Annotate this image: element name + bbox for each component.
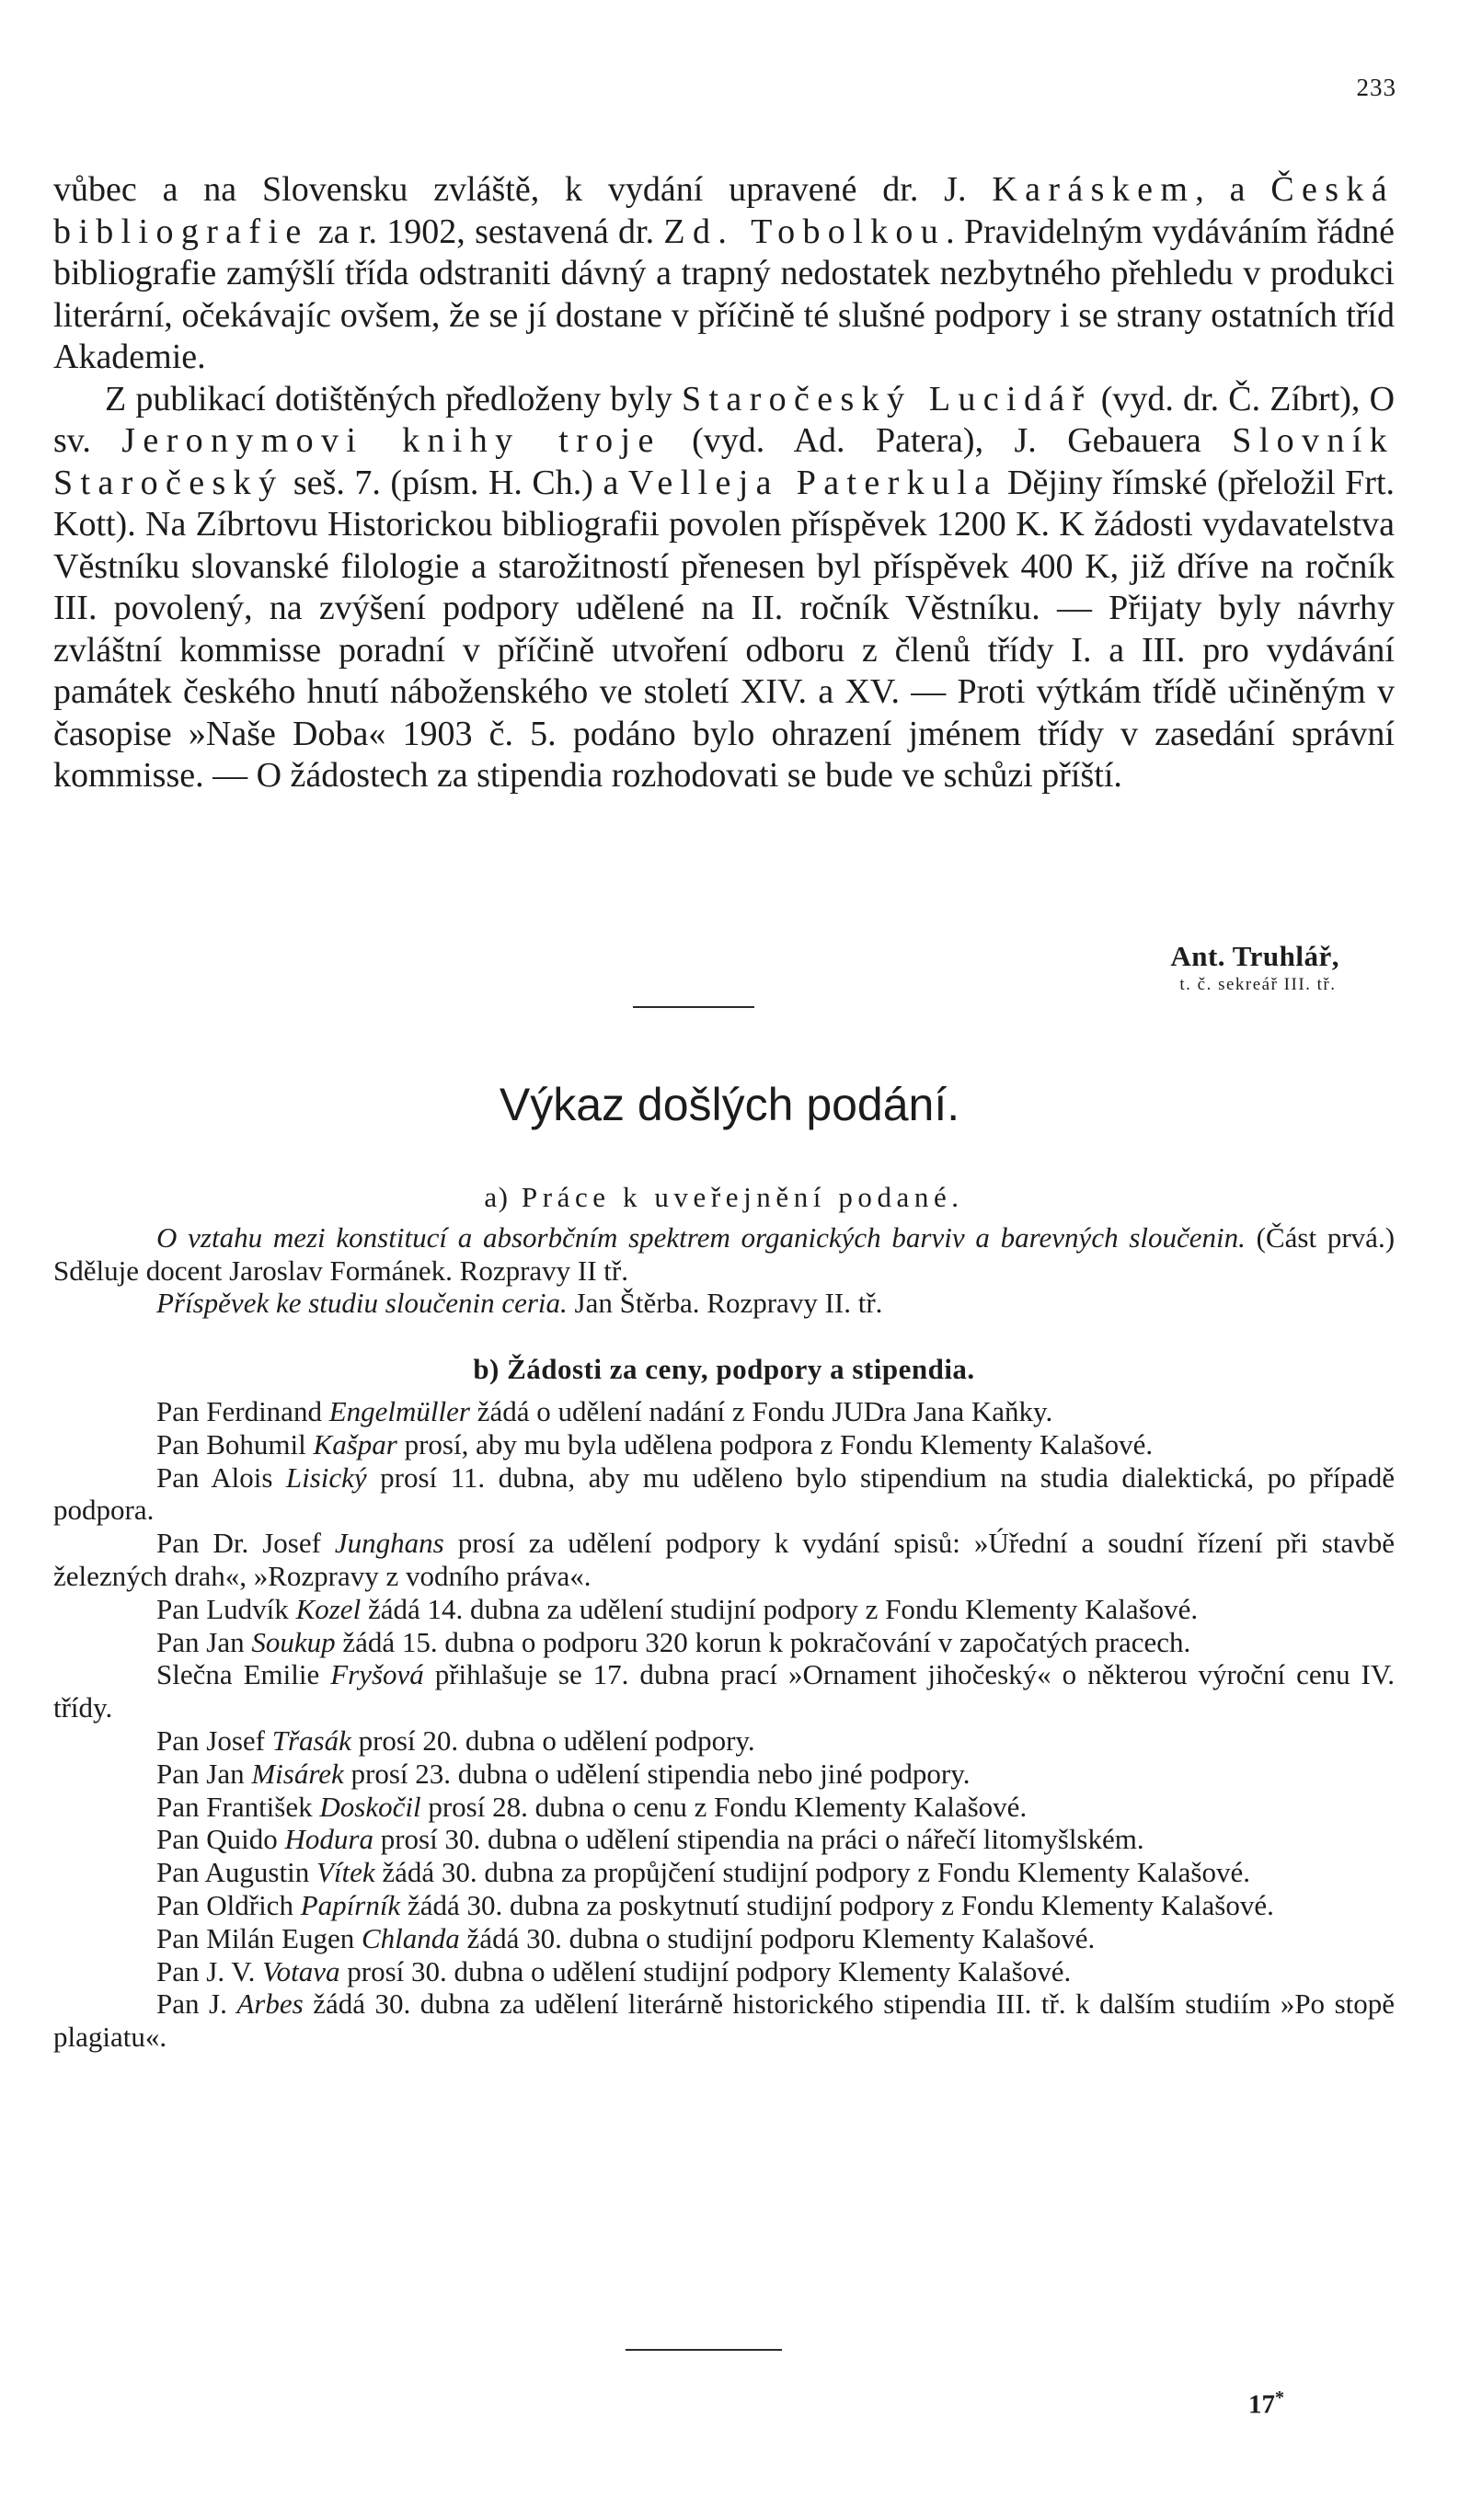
requests-list [53,1395,1395,2054]
request-entry [53,1987,1395,2054]
main-heading: Výkaz došlých podání. [499,1079,960,1130]
request-entry [53,1889,1395,1922]
applicant-surname: Fryšová [330,1658,424,1691]
footer-divider [626,2349,782,2351]
upper-text-section [53,169,1395,797]
applicant-title: Pan Josef [156,1724,265,1757]
applicant-surname: Doskočil [319,1790,421,1823]
request-entry [53,1856,1395,1889]
applicant-surname: Arbes [236,1987,304,2021]
text-run: (vyd. dr. Č. Zíbrt), O sv. [53,379,1396,460]
applicant-surname: Engelmüller [328,1394,470,1427]
request-text: žádá 30. dubna za propůjčení studijní podpory z Fondu Klementy Kalašové. [382,1856,1250,1889]
applicant-title: Pan J. V. [156,1954,256,1987]
applicant-surname: Kašpar [313,1427,397,1460]
request-text: žádá 30. dubna za udělení literárně historického stipendia III. tř. k dalším studiím »Po stopě plagiatu«. [53,1987,1396,2054]
applicant-title: Pan Bohumil [156,1427,306,1460]
request-text: žádá o udělení nadání z Fondu JUDra Jana Kaňky. [477,1394,1053,1427]
applicant-surname: Misárek [251,1757,344,1790]
signature-mark-number: 17 [1248,2389,1275,2420]
request-entry [53,1395,1395,1428]
spaced-title: Jeronymovi knihy troje [121,421,661,460]
submission-title: O vztahu mezi konstitucí a absorbčním spektrem organických barviv a barevných sloučenin. [156,1220,1246,1254]
applicant-surname: Junghans [334,1527,444,1560]
text-run: seš. 7. (písm. H. Ch.) a [293,463,619,502]
request-entry [53,1823,1395,1856]
request-entry [53,1428,1395,1461]
request-text: prosí 30. dubna o udělení studijní podpory Klementy Kalašové. [347,1954,1072,1987]
request-text: žádá 14. dubna za udělení studijní podpory z Fondu Klementy Kalašové. [367,1592,1199,1625]
applicant-title: Pan J. [156,1987,227,2021]
request-entry [53,1955,1395,1988]
signature-mark [1248,2388,1284,2421]
submission-title: Příspěvek ke studiu sloučenin ceria. [156,1287,568,1320]
signature-name: Ant. Truhlář, [1170,940,1339,972]
applicant-title: Pan Milán Eugen [156,1921,355,1954]
request-entry [53,1626,1395,1659]
request-text: prosí 30. dubna o udělení stipendia na práci o nářečí litomyšlském. [380,1823,1144,1856]
applicant-title: Pan František [156,1790,313,1823]
spaced-title: Staročeský Lucidář [682,379,1092,418]
text-run: Dějiny římské (přeložil Frt. Kott). Na Zíbrtovu Historickou bibliografii povolen příspěvek 1200 K. K žádosti vydavatelstva Věstníku slovanské filologie a starožitností přenesen byl příspěvek 400 K, již dříve na ročník III. povolený, na zvýšení podpory udělené na II. ročník Věstníku. — Přijaty byly návrhy zvláštní kommisse poradní v příčině utvoření odboru z členů třídy I. a III. pro vydávání památek českého hnutí náboženského ve století XIV. a XV. — Proti výtkám třídě učiněným v časopise »Naše Doba« 1903 č. 5. podáno bylo ohrazení jménem třídy v zasedání správní kommisse. — O žádostech za stipendia rozhodovati se bude ve schůzi příští. [53,463,1396,795]
request-entry [53,1461,1395,1528]
request-text: prosí za udělení podpory k vydání spisů: »Úřední a soudní řízení při stavbě železných drah«, »Rozpravy z vodního práva«. [53,1527,1396,1592]
applicant-title: Pan Dr. Josef [156,1527,321,1560]
applicant-surname: Hodura [284,1823,373,1856]
applicant-surname: Vítek [316,1856,375,1889]
applicant-title: Pan Ferdinand [156,1394,322,1427]
request-entry [53,1758,1395,1791]
applicant-title: Pan Quido [156,1823,278,1856]
applicant-surname: Votava [262,1954,340,1987]
applicant-surname: Třasák [271,1724,351,1757]
page-number: 233 [1356,74,1396,101]
request-entry [53,1527,1395,1593]
text-run: , a [1195,170,1246,209]
applicant-surname: Chlanda [362,1921,460,1954]
request-text: žádá 30. dubna o studijní podporu Klementy Kalašové. [466,1921,1096,1954]
submission-entry [53,1221,1395,1288]
submission-details: (Část prvá.) Sděluje docent Jaroslav Formánek. Rozpravy II tř. [53,1220,1396,1287]
request-text: prosí 23. dubna o udělení stipendia nebo jiné podpory. [350,1757,971,1790]
submission-entry [53,1287,1395,1320]
spaced-title: Česká bibliografie [53,170,1396,251]
spaced-title: Slovník Staročeský [53,421,1396,502]
request-text: žádá 15. dubna o podporu 320 korun k pokračování v započatých pracech. [342,1625,1191,1658]
spaced-name: Karáskem [992,170,1196,209]
applicant-surname: Kozel [295,1592,362,1625]
request-entry [53,1791,1395,1824]
request-entry [53,1593,1395,1626]
applicant-title: Pan Oldřich [156,1888,293,1921]
applicant-surname: Soukup [251,1625,336,1658]
request-text: prosí 20. dubna o udělení podpory. [358,1724,755,1757]
request-text: žádá 30. dubna za poskytnutí studijní podpory z Fondu Klementy Kalašové. [407,1888,1274,1921]
applicant-title: Pan Jan [156,1625,245,1658]
applicant-surname: Lisický [285,1460,367,1494]
request-text: přihlašuje se 17. dubna prací »Ornament jihočeský« o některou výroční cenu IV. třídy. [53,1658,1396,1724]
text-run: . Pravidelným vydáváním řádné bibliografie zamýšlí třída odstraniti dávný a trapný nedostatek nezbytného přehledu v produkci literární, očekávajíc ovšem, že se jí dostane v příčině té slušné podpory i se strany ostatních tříd Akademie. [53,212,1396,376]
section-b-heading: b) Žádosti za ceny, podpory a stipendia. [473,1353,975,1386]
request-entry [53,1658,1395,1724]
request-text: prosí 11. dubna, aby mu uděleno bylo stipendium na studia dialektická, po případě podpora. [53,1460,1396,1527]
signature-block [1170,940,1339,995]
applicant-title: Pan Ludvík [156,1592,289,1625]
text-run: (vyd. Ad. Patera), J. Gebauera [692,421,1201,460]
applicant-title: Pan Jan [156,1757,245,1790]
applicant-surname: Papírník [300,1888,401,1921]
text-run: vůbec a na Slovensku zvláště, k vydání upravené dr. J. [53,170,967,209]
signature-mark-asterisk: * [1275,2388,1284,2408]
signature-role: t. č. sekreář III. tř. [1179,975,1337,994]
applicant-title: Pan Augustin [156,1856,310,1889]
request-text: prosí 28. dubna o cenu z Fondu Klementy Kalašové. [428,1790,1028,1823]
section-a-title: Práce k uveřejnění podané. [521,1181,964,1213]
request-entry [53,1724,1395,1758]
paragraph-bibliography [53,169,1395,379]
lower-text-section [53,1181,1395,2054]
paragraph-publications [53,379,1395,797]
request-entry [53,1922,1395,1955]
request-text: prosí, aby mu byla udělena podpora z Fondu Klementy Kalašové. [404,1427,1154,1460]
submission-details: Jan Štěrba. Rozpravy II. tř. [574,1287,883,1320]
section-a-heading [53,1181,1395,1214]
text-run: Z publikací dotištěných předloženy byly [105,379,672,418]
text-run: za r. 1902, sestavená dr. [317,212,655,251]
applicant-title: Slečna Emilie [156,1658,320,1691]
spaced-name: Zd. Tobolkou [663,212,947,251]
section-divider [633,1006,754,1008]
section-a-prefix: a) [484,1181,510,1213]
spaced-name: Velleja Paterkula [627,463,998,502]
applicant-title: Pan Alois [156,1460,273,1494]
